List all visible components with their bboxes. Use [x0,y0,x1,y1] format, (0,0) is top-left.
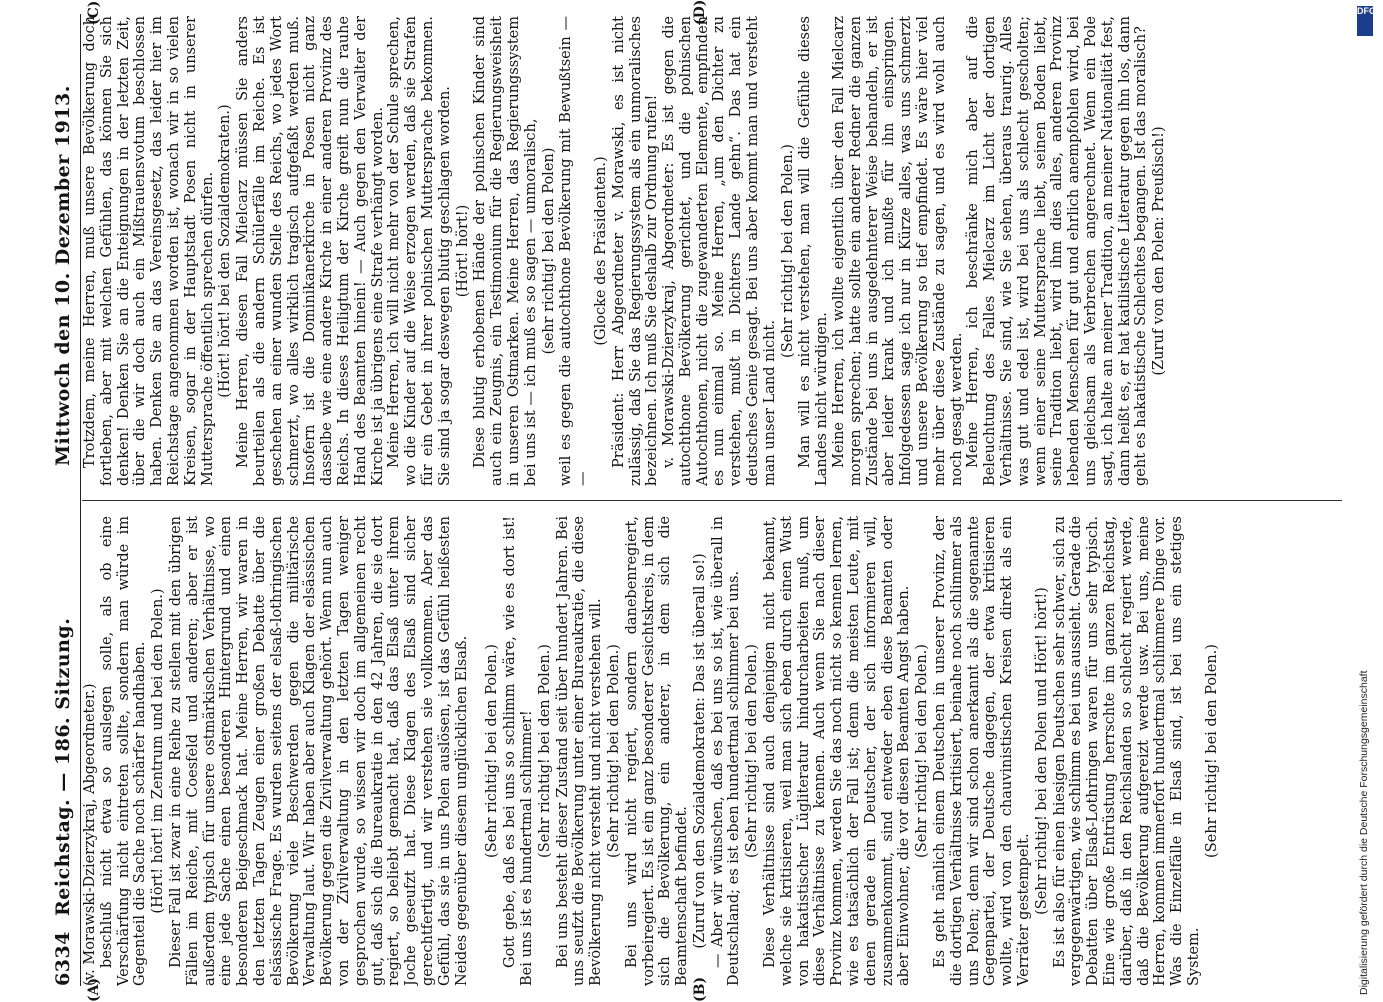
interjection: (Sehr richtig! bei den Polen.) [779,144,796,358]
paragraph: Diese blutig erhobenen Hände der polnischen Kinder sind auch ein Zeugnis, ein Testimonium für die Regierungsweisheit in unseren Ostmarken. Meine Herren, das Regierungssystem bei uns ist — ich muß es so sagen — unmoralisch, [472,16,539,486]
paragraph: Man will es nicht verstehen, man will die Gefühle dieses Landes nicht würdigen. [797,16,831,486]
column-divider [82,500,1342,501]
paragraph: Meine Herren, ich wollte eigentlich über den Fall Mielcarz morgen sprechen; hatte sollte ein anderer Redner die ganzen Zustände bei uns in ausgedehnterer Weise behandeln, er ist aber leider krank und ich mußte für ihn einspringen. Infolgedessen sage ich nur in Kürze alles, was uns schmerzt und unsere Bevölkerung so tief empfindet. Es wäre hier viel mehr über diese Zustände zu sagen, und es wird wohl auch noch gesagt werden. [831,16,965,486]
paragraph: Bei uns besteht dieser Zustand seit über hundert Jahren. Bei uns seufzt die Bevölkerung unter einer Bureaukratie, die diese Bevölkerung nicht versteht und nicht verstehen will. [554,516,605,986]
interjection: (Sehr richtig! bei den Polen.) [605,644,622,858]
dfg-sidebar [1355,0,1377,1000]
interjection: (Zuruf von den Sozialdemokraten: Das ist überall so!) [691,553,708,949]
paragraph: Dieser Fall ist zwar in eine Reihe zu stellen mit den übrigen Fällen im Reiche, mit Coesfeld und anderen; aber er ist außerdem typisch für unsere ostmärkischen Verhältnisse, wo eine jede Sache einen besonderen Hintergrund und einen besonderen Beigeschmack hat. Meine Herren, wir waren in den letzten Tagen Zeugen einer großen Debatte über die elsässische Frage. Es wurden seitens der elsaß-lothringischen Bevölkerung viele Beschwerden gegen die militärische Verwaltung laut. Wir haben aber auch Klagen der elsässischen Bevölkerung gegen die Zivilverwaltung gehört. Wenn nun auch von der Zivilverwaltung in den letzten Tagen weniger gesprochen wurde, so wissen wir doch im allgemeinen recht gut, daß sich die Bureaukratie in den 42 Jahren, die sie dort regiert, so beliebt gemacht hat, daß das Elsaß unter ihrem Joche geseufzt hat. Diese Klagen des Elsaß sind sicher gerechtfertigt, und wir verstehen sie vollkommen. Aber das Gefühl, das sie in uns Polen auslösen, ist das Gefühl heißesten Neides gegenüber diesem unglücklichen Elsaß. [167,516,470,986]
interjection: (Sehr richtig! bei den Polen und Hört! hört!) [1033,587,1050,915]
interjection: (Sehr richtig! bei den Polen.) [484,644,501,858]
interjection: (sehr richtig! bei den Polen) [540,147,557,355]
interjection: (Sehr richtig! bei den Polen.) [536,644,553,858]
margin-letter-a: (A) [86,977,102,1002]
interjection: (Sehr richtig! bei den Polen.) [744,644,761,858]
interjection: (Zuruf von den Polen: Preußisch!) [1151,126,1168,376]
margin-letter-d: (D) [692,0,708,25]
margin-letter-c: (C) [86,0,102,25]
paragraph: — Aber wir wünschen, daß es bei uns so ist, wie überall in Deutschland; es ist eben hundertmal schlimmer bei uns. [709,516,743,986]
interjection: (Sehr richtig! bei den Polen.) [1203,644,1220,858]
paragraph: Trotzdem, meine Herren, muß unsere Bevölkerung doch fortleben, aber mit welchen Gefühlen, das können Sie sich denken! Denken Sie an die Enteignungen in der letzten Zeit, über die wir doch auch ein Mißtrauensvotum beschlossen haben. Denken Sie an das Vereinsgesetz, das leider hier im Reichstage angenommen worden ist, wonach wir in so vielen Kreisen, sogar in der Hauptstadt Posen nicht in unserer Muttersprache öffentlich sprechen dürfen. [82,16,216,486]
interjection: (Hört! hört! bei den Sozialdemokraten.) [217,104,234,398]
paragraph: Es geht nämlich einem Deutschen in unserer Provinz, der die dortigen Verhältnisse kritisiert, beinahe noch schlimmer als uns Polen; denn wir sind schon anerkannt als die sogenannte Gegenpartei, der Deutsche dagegen, der etwa kritisieren wollte, wird von den chauvinistischen Kreisen direkt als ein Verräter gestempelt. [932,516,1033,986]
session-date: Mittwoch den 10. Dezember 1913. [52,85,74,466]
text-columns [82,14,1342,986]
interjection: (Hört! hört!) [454,204,471,298]
page-header [52,14,78,986]
right-column [82,16,1342,486]
interjection: (Glocke des Präsidenten.) [592,156,609,346]
interjection: (Sehr richtig! bei den Polen.) [914,644,931,858]
paragraph: beschluß nicht etwa so auslegen solle, als ob eine Verschärfung nicht eintreten sollte, sondern man würde im Gegenteil die Sache noch schärfer handhaben. [98,516,149,986]
paragraph: Es ist also für einen hiesigen Deutschen sehr schwer, sich zu vergegenwärtigen, wie schlimm es bei uns aussieht. Gerade die Debatten über Elsaß-Lothringen waren für uns sehr typisch. Eine wie große Entrüstung herrschte im ganzen Reichstag, darüber, daß in den Reichslanden so schlecht regiert werde, daß die Bevölkerung aufgereizt werde usw. Bei uns, meine Herren, kommen immerfort hundertmal schlimmere Dinge vor. Was die Einzelfälle in Elsaß sind, ist bei uns ein stetiges System. [1051,516,1202,986]
session-title: Reichstag. — 186. Sitzung. [52,617,74,916]
page-number: 6334 [52,931,74,986]
paragraph: v. Morawski-Dzierzykraj, Abgeordneter: Es ist gegen die autochthone Bevölkerung gerichtet, und die polnischen Autochthonen, nicht die zugewanderten Elemente, empfinden es nun einmal so. Meine Herren, „um den Dichter zu verstehen, mußt in Dichters Lande gehn“. Das hat ein deutsches Genie gesagt. Bei uns aber kommt man und versteht man unser Land nicht. [661,16,778,486]
paragraph: Meine Herren, ich will nicht mehr von der Schule sprechen, wo die Kinder auf die Weise erzogen werden, daß sie Strafen für ein Gebet in ihrer polnischen Muttersprache bekommen. Sie sind ja sogar deswegen blutig geschlagen worden. [386,16,453,486]
dfg-credit: Digitalisierung gefördert durch die Deutsche Forschungsgemeinschaft [1358,670,1370,995]
paragraph: Gott gebe, daß es bei uns so schlimm wäre, wie es dort ist! Bei uns ist es hundertmal schlimmer! [502,516,535,986]
document-page [42,0,1342,1000]
margin-letter-b: (B) [692,976,708,1002]
paragraph: Diese Verhältnisse sind auch denjenigen nicht bekannt, welche sie kritisieren, weil man sich eben durch einen Wust von hakatistischer Lügliteratur hindurcharbeiten muß, um diese Verhältnisse zu kennen. Auch wenn Sie nach dieser Provinz kommen, werden Sie das noch nicht so kennen lernen, wie es tatsächlich der Fall ist; denn die meisten Leute, mit denen gerade ein Deutscher, der sich informieren will, zusammenkommt, sind entweder eben diese Beamten oder aber Einwohner, die vor diesen Beamten Angst haben. [762,516,913,986]
paragraph: Meine Herren, ich beschränke mich aber auf die Beleuchtung des Falles Mielcarz im Licht der dortigen Verhältnisse. Sie sind, wie Sie sehen, überaus traurig. Alles was gut und edel ist, wird bei uns als schlecht gescholten; wenn einer seine Muttersprache liebt, seinen Boden liebt, seine Tradition liebt, wird ihm dies alles, anderen Provinz lebenden Menschen für gut und ehrlich anempfohlen wird, bei uns gleichsam als Verbrechen angerechnet. Wenn ein Pole sagt, ich halte an meiner Tradition, an meiner Nationalität fest, dann heißt es, er hat katilistische Literatur gegen ihn los, dann geht es hakatistische Schlechtes begangen. Ist das moralisch? [965,16,1150,486]
paragraph: Präsident: Herr Abgeordneter v. Morawski, es ist nicht zulässig, daß Sie das Regierungssystem als ein unmoralisches bezeichnen. Ich muß Sie deshalb zur Ordnung rufen! [610,16,661,486]
paragraph: (v. Morawski-Dzierzykraj, Abgeordneter.) [82,683,98,986]
interjection: (Hört! hört! im Zentrum und bei den Polen.) [150,588,167,914]
paragraph: Bei uns wird nicht regiert, sondern danebenregiert, vorbeiregiert. Es ist ein ganz besonderer Gesichtskreis, in dem sich die Bevölkerung, ein anderer, in dem sich die Beamtenschaft befindet. [623,516,691,986]
paragraph: Meine Herren, diesen Fall Mielcarz müssen Sie anders beurteilen als die andern Schülerfälle im Reiche. Es ist geschehen an einer wunden Stelle des Reichs, wo jedes Wort schmerzt, wo alles wirklich tragisch aufgefaßt werden muß. Insofern ist die Dominikanerkirche in Posen nicht ganz dasselbe wie eine andere Kirche in einer anderen Provinz des Reichs. In dieses Heiligtum der Kirche greift nun die rauhe Hand des Beamten hinein! — Auch gegen den Verwalter der Kirche ist ja übrigens eine Strafe verhängt worden. [235,16,386,486]
left-column [82,516,1342,986]
paragraph: weil es gegen die autochthone Bevölkerung mit Bewußtsein — — [558,16,592,486]
header-rule [80,14,81,986]
dfg-logo: DFG [1357,6,1373,36]
